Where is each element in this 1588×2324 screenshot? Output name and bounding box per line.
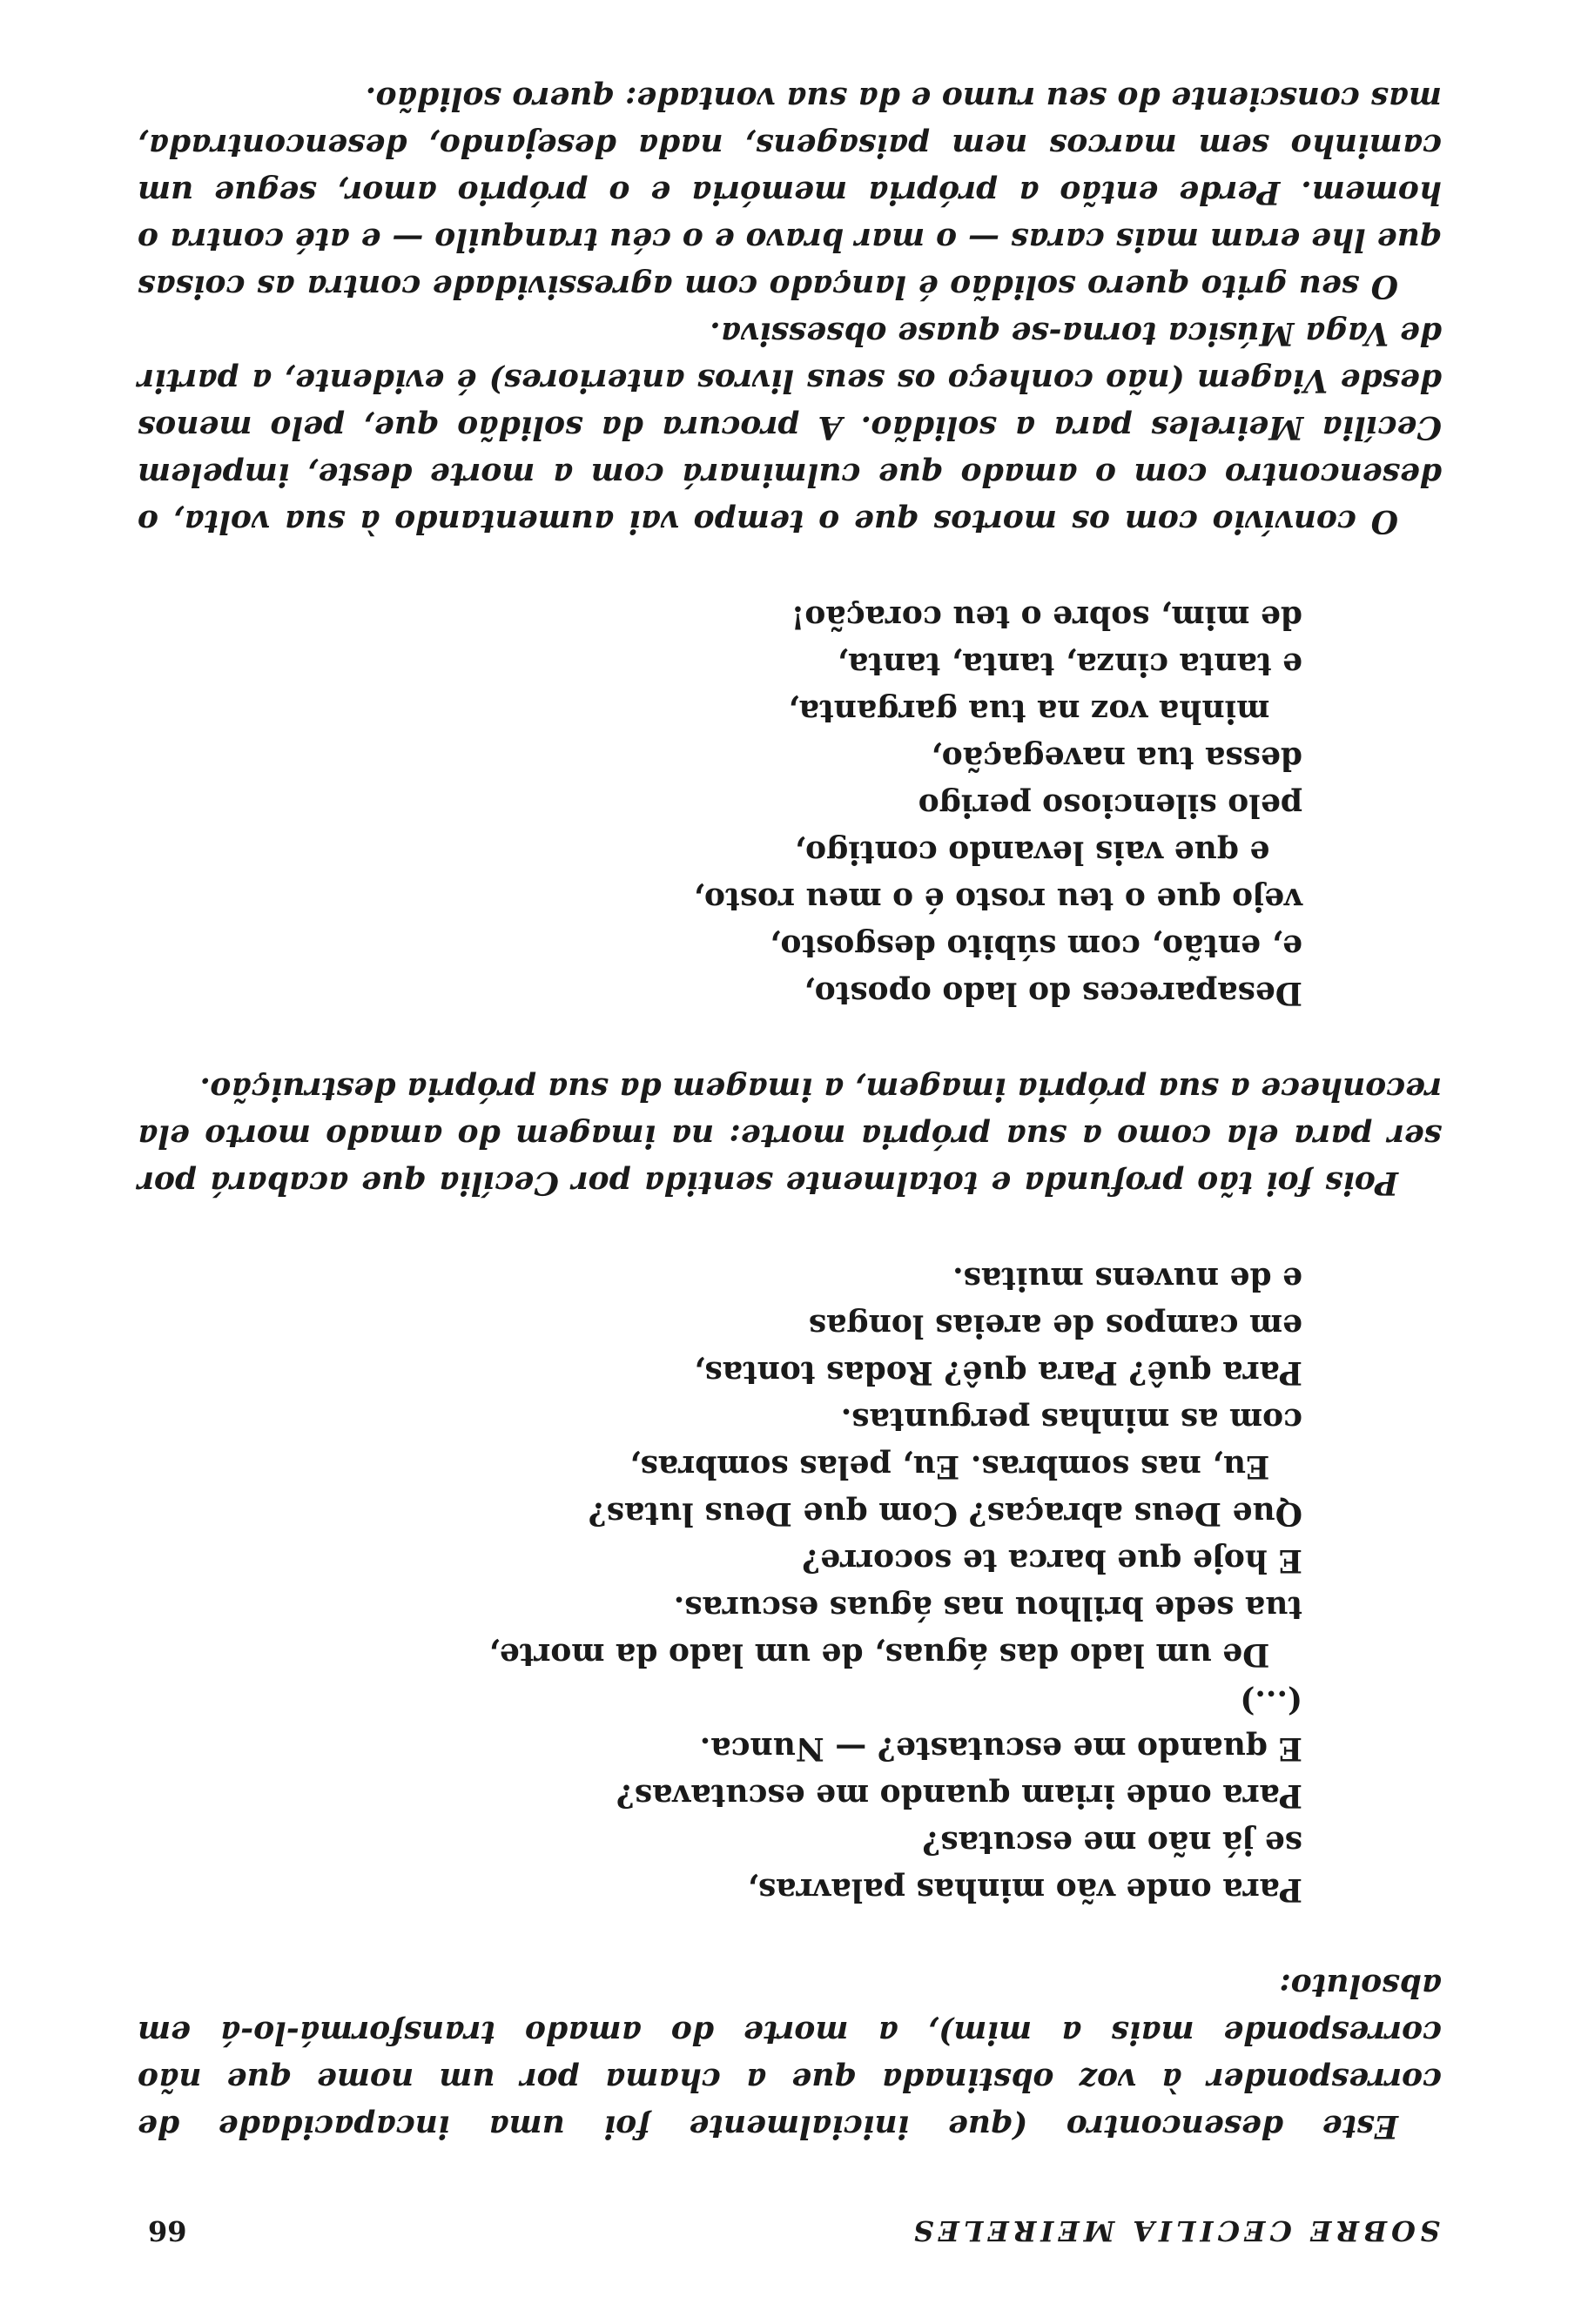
verse-line: pelo silencioso perigo xyxy=(918,787,1302,823)
spacer xyxy=(138,545,1442,594)
verse-line: Para onde vão minhas palavras, xyxy=(747,1871,1302,1908)
paragraph-4: O seu grito quero solidão é lançado com agressividade contra as coisas que lhe eram mais caras — o mar bravo e o céu tranquilo — e até contra o homem. Perde então a própria memória e o próprio amor, segue um caminho sem marcos nem paisagens, nada desejando, desencontrada, mas consciente do seu rumo e da sua vontade: quero solidão. xyxy=(138,80,1442,305)
verse-line: e que vais levando contigo, xyxy=(794,834,1302,870)
spacer xyxy=(138,1206,1442,1255)
verse-line: Que Deus abraças? Com que Deus lutas? xyxy=(588,1495,1302,1532)
paragraph-1: Este desencontro (que inicialmente foi uma incapacidade de corresponder à voz obstinada que a chama por um nome que não corresponde mais a mim), a morte do amado transformá-lo-á em absoluto: xyxy=(138,1967,1442,2145)
verse-line: Para onde iriam quando me escutavas? xyxy=(616,1777,1302,1814)
verse-line: E quando me escutaste? — Nunca. xyxy=(699,1730,1302,1767)
verse-line: em campos de areias longas xyxy=(808,1307,1302,1344)
paragraph-3: O convívio com os mortos que o tempo vai aumentando à sua volta, o desencontro com o amado que culminará com a morte deste, impelem Cecília Meireles para a solidão. A procura da solidão que, pelo menos desde Viagem (não conheço os seus livros anteriores) é evidente, a partir de Vaga Música torna-se quase obsessiva. xyxy=(138,315,1442,540)
verse-line: Desapareces do lado oposto, xyxy=(804,975,1302,1011)
page-body xyxy=(138,75,1442,2150)
poem-excerpt-1 xyxy=(138,1255,1442,1913)
verse-line: se já não me escutas? xyxy=(922,1824,1302,1861)
verse-line: tua sede brilhou nas águas escuras. xyxy=(673,1589,1302,1626)
verse-line: (...) xyxy=(1240,1683,1302,1720)
verse-line: dessa tua navegação, xyxy=(931,740,1302,776)
verse-line: minha voz na tua garganta, xyxy=(788,693,1302,729)
verse-line: e tanta cinza, tanta, tanta, xyxy=(837,646,1302,682)
page-number: 66 xyxy=(148,2214,187,2247)
verse-line: Para quê? Para quê? Rodas tontas, xyxy=(693,1354,1302,1391)
verse-line: com as minhas perguntas. xyxy=(840,1401,1302,1438)
spacer xyxy=(138,1913,1442,1962)
verse-line: De um lado das águas, de um lado da morte, xyxy=(488,1636,1302,1673)
running-title: SOBRE CECILIA MEIRELES xyxy=(909,2214,1440,2247)
poem-excerpt-2 xyxy=(138,594,1442,1017)
verse-line: E hoje que barca te socorre? xyxy=(802,1542,1302,1579)
verse-line: vejo que o teu rosto é o meu rosto, xyxy=(693,881,1302,917)
verse-line: Eu, nas sombras. Eu, pelas sombras, xyxy=(629,1448,1302,1485)
verse-line: e de nuvens muitas. xyxy=(952,1260,1302,1297)
verse-line: de mim, sobre o teu coração! xyxy=(791,599,1302,635)
paragraph-2: Pois foi tão profunda e totalmente sentida por Cecília que acabará por ser para ela como a sua própria morte: na imagem do amado morto ela reconhece a sua própria imagem, a imagem da sua própria destruição. xyxy=(138,1071,1442,1201)
verse-line: e, então, com súbito desgosto, xyxy=(769,928,1302,964)
spacer xyxy=(138,1017,1442,1065)
running-header xyxy=(148,2214,1440,2247)
